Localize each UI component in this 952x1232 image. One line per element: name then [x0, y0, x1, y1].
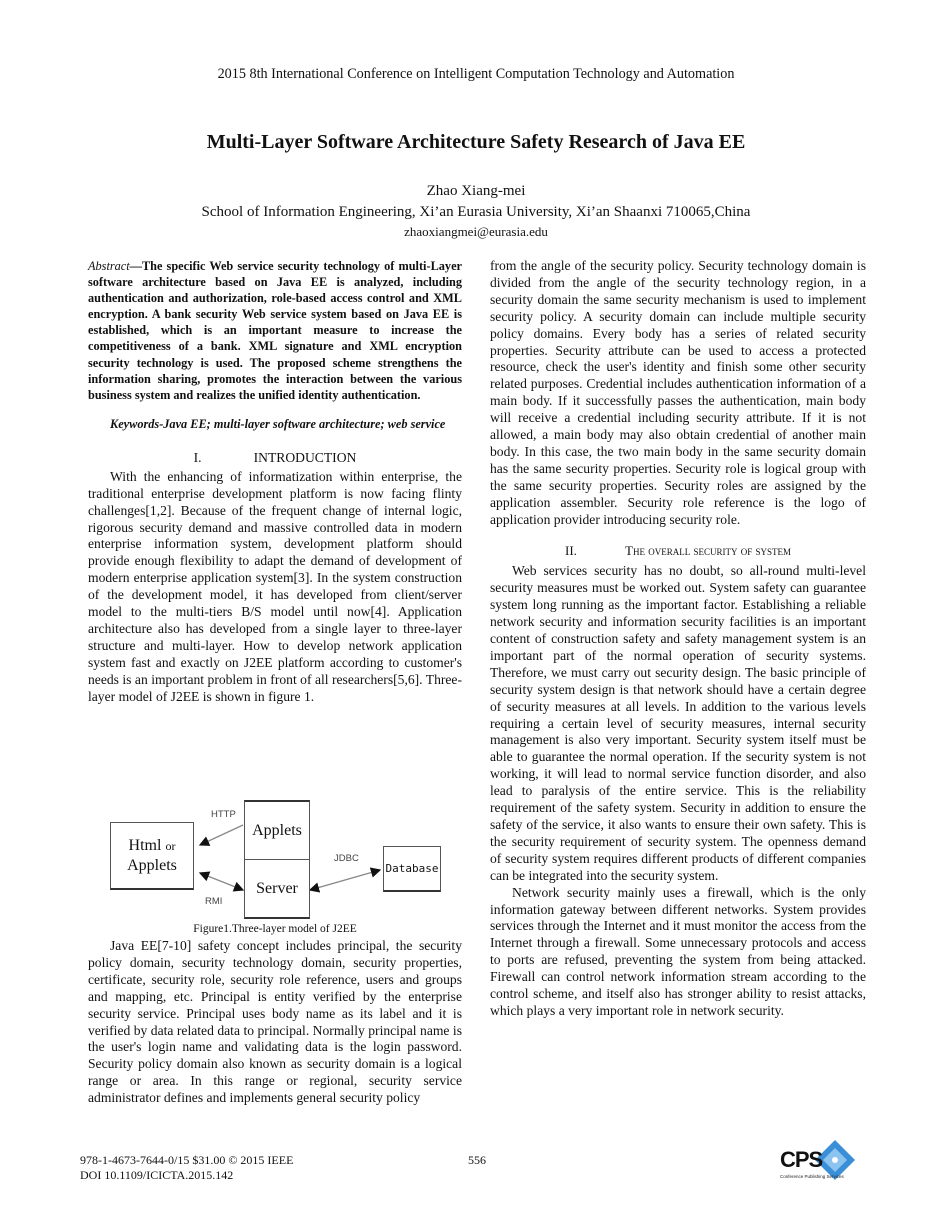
paragraph: Network security mainly uses a firewall, which is the only information gateway between different networks. System provides services through the Internet and it must monitor the access from the Internet through a firewall. Some unnecessary protocols and access to ports are refused, preventing the system from being attacked. Firewall can control network information stream according to the control scheme, and itself also has stronger ability to resist attacks, which plays a very important role in network security. — [490, 884, 866, 1018]
author-name: Zhao Xiang-mei — [426, 183, 526, 199]
paragraph: from the angle of the security policy. Security technology domain is divided from the angle of the security technology region, in a security domain the same security mechanism is used to implement security policy. A security domain can include multiple security policy domains. Every body has a series of related security properties. Security attribute can be used to access a protected resource, check the user's identity and finish some other security related purposes. Credential includes authentication information of a main body. If it successfully passes the authentication, main body will receive a credential including security attribute. If it is not allowed, a main body may also obtain credential of another main body. In this case, the two main body in the same security domain has the same security properties. Security role is logical group with the same security properties. Security roles are assigned by the application assembler. Security role reference is the logo of application provider introducing security role. — [490, 258, 866, 527]
paragraph: With the enhancing of informatization within enterprise, the traditional enterprise development platform is now facing flinty challenges[1,2]. Because of the frequent change of internal logic, rigorous security demand and massive controlled data in modern enterprise information system, development platform should provide enough flexibility to adapt the demand of development of modern enterprise application system[3]. In the system construction of the development model, it has developed from client/server model to the multi-tiers B/S model until now[4]. Application architecture also has developed from a single layer to three-layer structure and multi-layer. How to develop network application system fast and exactly on J2EE platform according to customer's needs is an important problem in front of all researchers[5,6]. Three-layer model of J2EE is shown in figure 1. — [88, 468, 462, 704]
paper-title: Multi-Layer Software Architecture Safety Research of Java EE — [206, 131, 746, 153]
section-heading-1: I. INTRODUCTION — [193, 449, 357, 465]
author-affiliation: School of Information Engineering, Xi’an Eurasia University, Xi’an Shaanxi 710065,China — [201, 204, 751, 220]
figure-1-caption: Figure1.Three-layer model of J2EE — [193, 923, 357, 935]
jdbc-label: JDBC — [334, 853, 359, 864]
paragraph: Java EE[7-10] safety concept includes principal, the security policy domain, security technology domain, security properties, certificate, security role, security role reference, users and groups and mapping, etc. Principal is entity verified by the enterprise security service. Principal uses body name as its label and it is verified by data related data to principal. Normally principal name is the user's login name and validating data is the login password. Security policy domain also known as security domain is a logical range or area. In this range or regional, security service administrator defines and implements general security policy — [88, 938, 462, 1106]
applets-node: Applets — [244, 800, 310, 862]
keywords: Keywords-Java EE; multi-layer software architecture; web service — [110, 416, 446, 431]
section-heading-2: II. The overall security of system — [565, 542, 791, 558]
server-node: Server — [244, 859, 310, 919]
footer-doi: DOI 10.1109/ICICTA.2015.142 — [80, 1168, 234, 1182]
rmi-label: RMI — [205, 896, 223, 907]
conference-header: 2015 8th International Conference on Intelligent Computation Technology and Automation — [217, 66, 735, 82]
left-column-continued — [88, 938, 462, 1107]
figure-1-diagram — [104, 798, 450, 922]
abstract-text: The specific Web service security technology of multi-Layer software architecture based on Java EE is analyzed, including authentication and authorization, role-based access control and XML encryption. A bank security Web service system based on Java EE is established, which is an important measure to increase the competitiveness of a bank. XML signature and XML encryption security technology is used. The proposed scheme strengthens the information sharing, promotes the interaction between the various business system and realizes the unified identity authentication. — [88, 259, 462, 402]
page-number: 556 — [468, 1153, 486, 1167]
right-column — [490, 258, 866, 1020]
database-node: Database — [383, 846, 441, 892]
abstract-label: Abstract — [88, 259, 130, 273]
http-label: HTTP — [211, 809, 236, 820]
paragraph: Web services security has no doubt, so all-round multi-level security measures must be worked out. System safety can guarantee system long running as the important factor. Establishing a reliable network security and information security facilities is an important content of construction safety and safety management system is an important part of the normal operation of security systems. Therefore, we must carry out security design. The basic principle of security system design is that network should have a certain degree of security measures at all levels. In addition to the various levels requiring a certain level of security measures, internal security management is also very important. Security system itself must be able to guarantee the normal operation. If the security system is not working, it will lead to normal service function disorder, and also lead to paralysis of the entire service. This is the reliability requirement of the safety system. Security in addition to ensure the safety of the service, it also wants to ensure their own safety. This is the security requirement of security system. The openness demand of security system requires different products of different companies can be integrated into the security system. — [490, 563, 866, 883]
footer-isbn: 978-1-4673-7644-0/15 $31.00 © 2015 IEEE — [80, 1153, 294, 1167]
cps-logo-subtext: Conference Publishing Services — [780, 1174, 844, 1179]
author-email: zhaoxiangmei@eurasia.edu — [404, 224, 548, 239]
left-column — [88, 258, 462, 735]
client-node: Html or Applets — [110, 822, 194, 890]
cps-logo-text: CPS — [780, 1147, 823, 1172]
abstract: Abstract—The specific Web service security technology of multi-Layer software architecture based on Java EE is analyzed, including authentication and authorization, role-based access control and XML encryption. A bank security Web service system based on Java EE is established, which is an important measure to increase the competitiveness of a bank. XML signature and XML encryption security technology is used. The proposed scheme strengthens the information sharing, promotes the interaction between the various business system and realizes the unified identity authentication. — [88, 259, 462, 402]
cps-logo — [780, 1140, 860, 1190]
